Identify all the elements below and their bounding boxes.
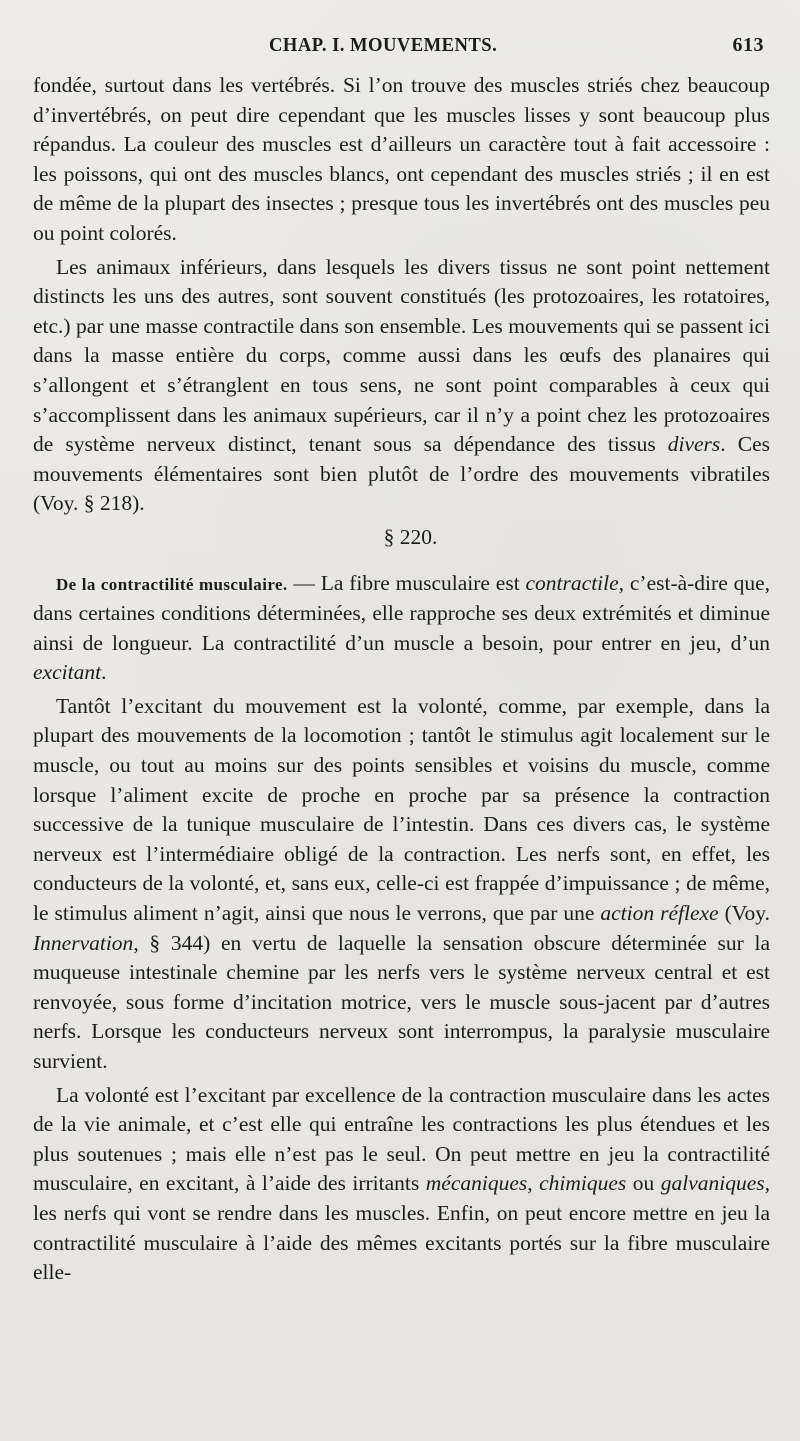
paragraph-5-emphasis-a: mécaniques [425, 1171, 528, 1196]
paragraph-5-emphasis-b: chimiques [539, 1171, 627, 1196]
paragraph-2-emphasis: divers [667, 432, 721, 457]
paragraph-5 [33, 1081, 770, 1288]
running-head: CHAP. I. MOUVEMENTS. [269, 34, 498, 56]
paragraph-5-text-b: , [527, 1171, 540, 1196]
paragraph-3-text-c: . [101, 660, 107, 685]
paragraph-3-emphasis-a: contractile [525, 570, 619, 595]
paragraph-4-emphasis-b: Innervation [33, 930, 134, 955]
page-header [33, 30, 770, 62]
paragraph-5-text-a: La volonté est l’excitant par excellence de la contraction musculaire dans les actes de la vie animale, et c’est elle qui entraîne les contractions les plus étendues et les plus soutenues ; mais elle n’est pas le seul. On peut mettre en jeu la contractilité musculaire, en excitant, à l’aide des irritants [33, 1082, 770, 1196]
section-heading: § 220. [383, 524, 438, 549]
paragraph-3-text-a: — La fibre musculaire est [287, 570, 526, 595]
paragraph-5-text-c: ou [626, 1171, 661, 1196]
paragraph-3-text-b: , c’est-à-dire que, dans certaines conditions déterminées, elle rapproche ses deux extrémités et diminue ainsi de longueur. La contractilité d’un muscle a besoin, pour entrer en jeu, d’un [33, 570, 770, 655]
paragraph-4-text-c: , § 344) en vertu de laquelle la sensation obscure déterminée sur la muqueuse intestinale chemine par les nerfs vers le système nerveux central et est renvoyée, sous forme d’incitation motrice, vers le muscle sous-jacent par d’autres nerfs. Lorsque les conducteurs nerveux sont interrompus, la paralysie musculaire survient. [33, 930, 770, 1073]
paragraph-4-text-a: Tantôt l’excitant du mouvement est la volonté, comme, par exemple, dans la plupart des mouvements de la locomotion ; tantôt le stimulus agit localement sur le muscle, ou tout au moins sur des points sensibles et voisins du muscle, comme lorsque l’aliment excite de proche en proche par sa présence la contraction successive de la tunique musculaire de l’intestin. Dans ces divers cas, le système nerveux est l’intermédiaire obligé de la contraction. Les nerfs sont, en effet, les conducteurs de la volonté, et, sans eux, celle-ci est frappée d’impuissance ; de même, le stimulus aliment n’agit, ainsi que nous le verrons, que par une [33, 693, 770, 926]
paragraph-4 [33, 692, 770, 1077]
paragraph-1-text: fondée, surtout dans les vertébrés. Si l’on trouve des muscles striés chez beaucoup d’invertébrés, on peut dire cependant que les muscles lisses y sont beaucoup plus répandus. La couleur des muscles est d’ailleurs un caractère tout à fait accessoire : les poissons, qui ont des muscles blancs, ont cependant des muscles striés ; il en est de même de la plupart des insectes ; presque tous les invertébrés ont des muscles peu ou point colorés. [33, 73, 770, 245]
paragraph-1 [33, 71, 770, 249]
paragraph-4-emphasis-a: action réflexe [600, 901, 719, 926]
paragraph-3 [33, 569, 770, 688]
run-in-heading: De la contractilité musculaire. [56, 574, 288, 594]
page-number: 613 [732, 34, 764, 56]
paragraph-2 [33, 253, 770, 519]
paragraph-4-text-b: (Voy. [718, 901, 770, 926]
paragraph-5-text-d: , les nerfs qui vont se rendre dans les muscles. Enfin, on peut encore mettre en jeu la contractilité musculaire à l’aide des mêmes excitants portés sur la fibre musculaire elle- [33, 1171, 771, 1285]
paragraph-2-text-a: Les animaux inférieurs, dans lesquels les divers tissus ne sont point nettement distincts les uns des autres, sont souvent constitués (les protozoaires, les rotatoires, etc.) par une masse contractile dans son ensemble. Les mouvements qui se passent ici dans la masse entière du corps, comme aussi dans les œufs des planaires qui s’allongent et s’étranglent en tous sens, ne sont point comparables à ceux qui s’accomplissent dans les animaux supérieurs, car il n’y a point chez les protozoaires de système nerveux distinct, tenant sous sa dépendance des tissus [33, 254, 770, 457]
paragraph-5-emphasis-c: galvaniques [660, 1171, 765, 1196]
paragraph-3-emphasis-b: excitant [33, 660, 102, 685]
body-text [33, 71, 770, 1288]
paragraph-2-text-b: . Ces mouvements élémentaires sont bien plutôt de l’ordre des mouvements vibratiles (Voy. § 218). [33, 432, 770, 516]
